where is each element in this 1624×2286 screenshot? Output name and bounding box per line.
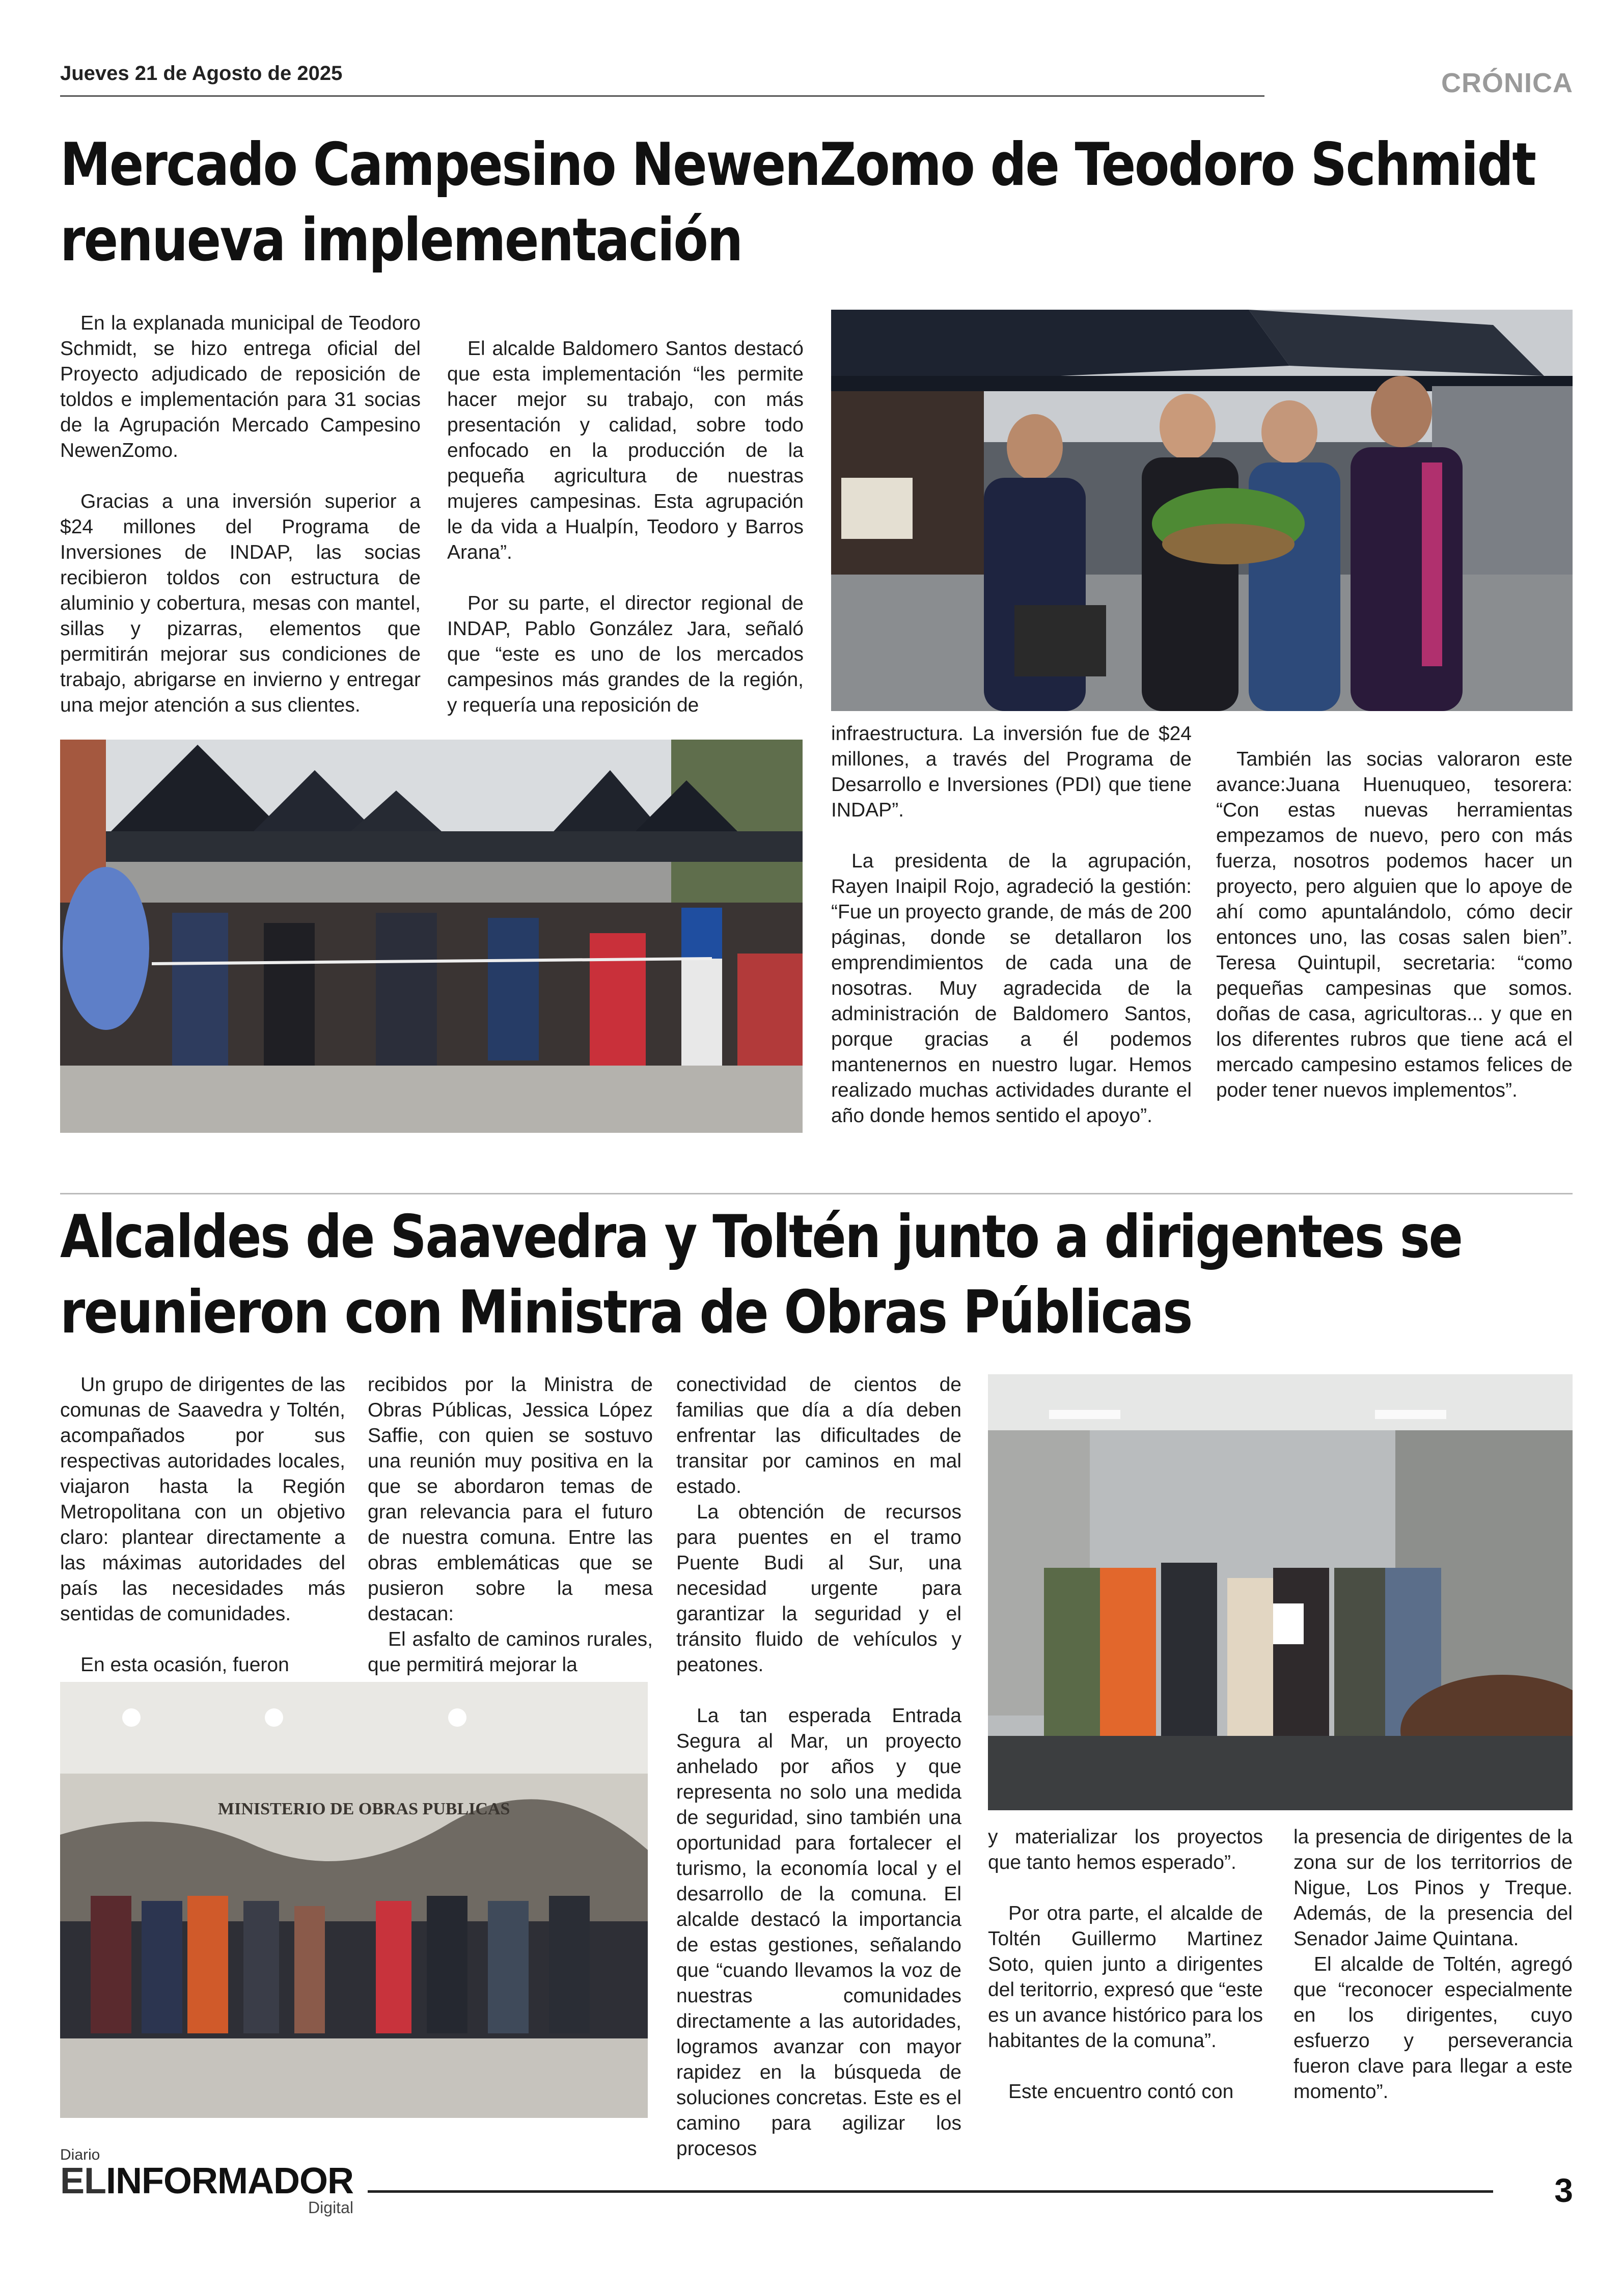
article2-column-2 xyxy=(368,1372,653,1678)
paragraph: El alcalde Baldomero Santos destacó que esta implementación “les permite hacer mejor su trabajo, con más presentación y calidad, sobre todo enfocado en la producción de la pequeña agricultura de nuestras mujeres campesinas. Esta agrupación le da vida a Hualpín, Teodoro y Barros Arana”. xyxy=(447,338,804,563)
paragraph: La presidenta de la agrupación, Rayen Inaipil Rojo, agradeció la gestión: “Fue un proyecto grande, de más de 200 páginas, donde se detallaron los emprendimientos de cada una de nosotras. Muy agradecida de la administración de Baldomero Santos, porque gracias a él podemos mantenernos en nuestro lugar. Hemos realizado muchas actividades durante el año donde hemos sentido el apoyo”. xyxy=(831,850,1192,1127)
paragraph: Por su parte, el director regional de INDAP, Pablo González Jara, señaló que “este es uno de los mercados campesinos más grandes de la región, y requería una reposición de xyxy=(447,592,804,716)
article2-column-3 xyxy=(676,1372,961,2162)
paragraph: En la explanada municipal de Teodoro Schmidt, se hizo entrega oficial del Proyecto adjudicado de reposición de toldos e implementación para 31 socias de la Agrupación Mercado Campesino NewenZomo. xyxy=(60,312,421,461)
paragraph: La obtención de recursos para puentes en el tramo Puente Budi al Sur, una necesidad urgente para garantizar la seguridad y el tránsito fluido de vehículos y peatones. xyxy=(676,1501,961,1676)
article2-column-1 xyxy=(60,1372,345,1678)
ministry-sign-text: MINISTERIO DE OBRAS PUBLICAS xyxy=(218,1800,510,1818)
article1-column-1 xyxy=(60,311,421,718)
article2-column-5 xyxy=(1293,1825,1573,2105)
article1-column-2 xyxy=(447,336,804,718)
newspaper-logo xyxy=(60,2147,353,2216)
logo-wordmark xyxy=(60,2163,353,2199)
photo-market-women xyxy=(831,310,1573,711)
logo-el: EL xyxy=(60,2161,106,2201)
paragraph: y materializar los proyectos que tanto hemos esperado”. xyxy=(988,1826,1263,1873)
photo-ribbon-cutting xyxy=(60,740,803,1133)
article2-headline xyxy=(60,1200,1624,1350)
paragraph: El alcalde de Toltén, agregó que “reconocer especialmente en los dirigentes, cuyo esfuerzo y perseverancia fueron clave para llegar a este momento”. xyxy=(1293,1953,1573,2103)
logo-prefix: Diario xyxy=(60,2146,100,2163)
paragraph: En esta ocasión, fueron xyxy=(80,1654,289,1676)
paragraph: infraestructura. La inversión fue de $24 millones, a través del Programa de Desarrollo e Inversiones (PDI) que tiene INDAP”. xyxy=(831,723,1192,821)
logo-suffix: Digital xyxy=(308,2198,353,2217)
paragraph: También las socias valoraron este avance:Juana Huenuqueo, tesorera: “Con estas nuevas herramientas empezamos de nuevo, pero con más fuerza, nosotros podemos hacer un proyecto, pero alguien que lo apoye de ahí como apuntalándolo, cómo decir entonces uno, las cosas salen bien”. Teresa Quintupil, secretaria: “como pequeñas campesinas que somos. doñas de casa, agricultoras... y que en los diferentes rubros que tiene acá el mercado campesino estamos felices de poder tener nuevos implementos”. xyxy=(1216,748,1573,1101)
article-divider xyxy=(60,1193,1573,1194)
issue-date: Jueves 21 de Agosto de 2025 xyxy=(60,62,343,85)
paragraph: La tan esperada Entrada Segura al Mar, un proyecto anhelado por años y que representa no solo una medida de seguridad, sino también una oportunidad para fortalecer el turismo, la economía local y el desarrollo de la comuna. El alcalde destacó la importancia de estas gestiones, señalando que “cuando llevamos la voz de nuestras comunidades directamente a las autoridades, logramos avanzar con mayor rapidez en la búsqueda de soluciones concretas. Este es el camino para agilizar los procesos xyxy=(676,1705,961,2160)
article1-headline-line2: renueva implementación xyxy=(60,206,742,275)
article1-headline-line1: Mercado Campesino NewenZomo de Teodoro Schmidt xyxy=(60,130,1535,199)
section-label: CRÓNICA xyxy=(1441,68,1573,98)
logo-informador: INFORMADOR xyxy=(106,2161,353,2201)
article1-headline xyxy=(60,127,1624,278)
photo-ministry-group xyxy=(60,1682,648,2118)
photo-office-meeting xyxy=(988,1374,1573,1810)
paragraph: conectividad de cientos de familias que día a día deben enfrentar las dificultades de transitar por caminos en mal estado. xyxy=(676,1374,961,1498)
article2-headline-line1: Alcaldes de Saavedra y Toltén junto a dirigentes se xyxy=(60,1203,1462,1271)
footer-rule xyxy=(368,2190,1493,2193)
article2-headline-line2: reunieron con Ministra de Obras Públicas xyxy=(60,1278,1192,1347)
paragraph: Gracias a una inversión superior a $24 millones del Programa de Inversiones de INDAP, las socias recibieron toldos con estructura de aluminio y cobertura, mesas con mantel, sillas y pizarras, elementos que permitirán mejorar sus condiciones de trabajo, abrigarse en invierno y entregar una mejor atención a sus clientes. xyxy=(60,491,421,716)
paragraph: la presencia de dirigentes de la zona sur de los territorrios de Nigue, Los Pinos y Treque. Además, de la presencia del Senador Jaime Quintana. xyxy=(1293,1826,1573,1950)
article1-column-3 xyxy=(831,721,1192,1129)
article1-column-4 xyxy=(1216,747,1573,1103)
paragraph: Este encuentro contó con xyxy=(1008,2081,1234,2103)
paragraph: recibidos por la Ministra de Obras Públicas, Jessica López Saffie, con quien se sostuvo una reunión muy positiva en la que se abordaron temas de gran relevancia para el futuro de nuestra comuna. Entre las obras emblemáticas que se pusieron sobre la mesa destacan: xyxy=(368,1374,653,1625)
page-number: 3 xyxy=(1554,2171,1573,2209)
paragraph: El asfalto de caminos rurales, que permitirá mejorar la xyxy=(368,1628,653,1676)
header-rule xyxy=(60,95,1264,97)
article2-column-4 xyxy=(988,1825,1263,2105)
paragraph: Un grupo de dirigentes de las comunas de Saavedra y Toltén, acompañados por sus respectivas autoridades locales, viajaron hasta la Región Metropolitana con un objetivo claro: plantear directamente a las máximas autoridades del país las necesidades más sentidas de comunidades. xyxy=(60,1374,345,1625)
paragraph: Por otra parte, el alcalde de Toltén Guillermo Martinez Soto, quien junto a dirigentes del teritorrio, expresó que “este es un avance histórico para los habitantes de la comuna”. xyxy=(988,1902,1263,2052)
